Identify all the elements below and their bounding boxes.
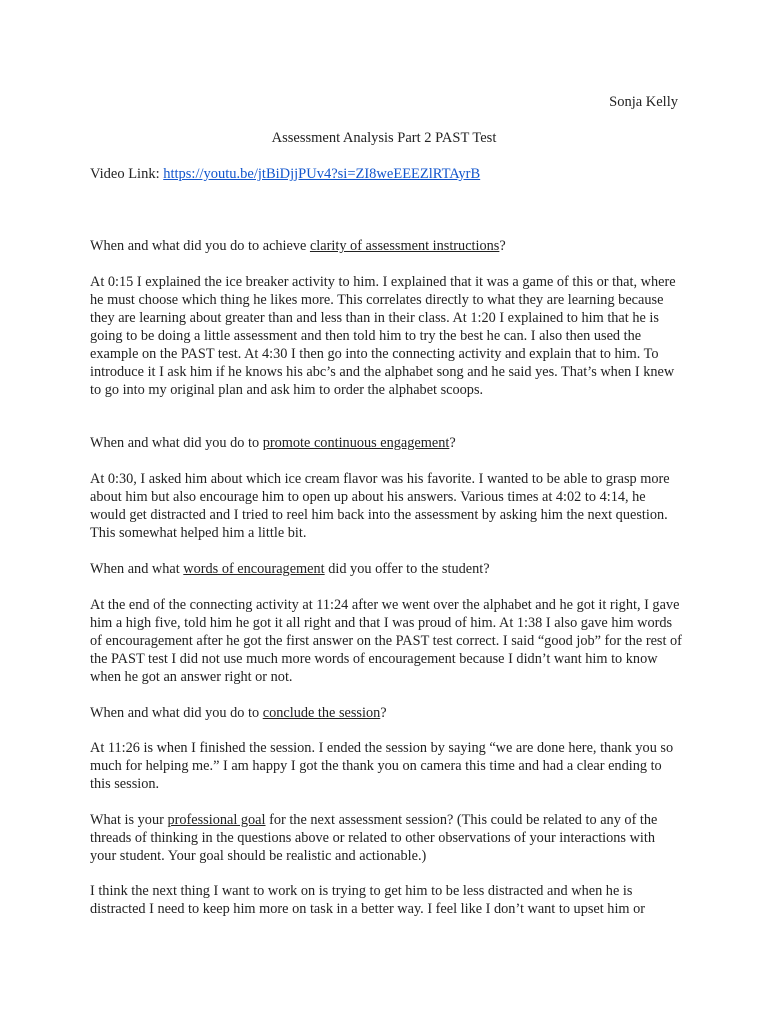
question-conclude: When and what did you do to conclude the session? [90, 705, 387, 721]
answer-clarity: At 0:15 I explained the ice breaker activity to him. I explained that it was a game of this or that, where he must choose which thing he likes more. This correlates directly to what they are learning because they are learning about greater than and less than in their class. At 1:20 I explained to him that he is going to be doing a little assessment and then told him to try the best he can. I also then used the example on the PAST test. At 4:30 I then go into the connecting activity and explain that to him. To introduce it I ask him if he knows his abc’s and the alphabet song and he said yes. That’s when I knew to go into my original plan and ask him to order the alphabet scoops. [90, 274, 676, 398]
question-encouragement: When and what words of encouragement did you offer to the student? [90, 561, 490, 577]
document-title: Assessment Analysis Part 2 PAST Test [271, 130, 497, 146]
answer-encouragement: At the end of the connecting activity at 11:24 after we went over the alphabet and he got it right, I gave him a high five, told him he got it all right and that I was proud of him. At 1:38 I also gave him words of encouragement after he got the first answer on the PAST test correct. I said “good job” for the rest of the PAST test I did not use much more words of encouragement because I didn’t want him to know when he got an answer right or not. [90, 597, 682, 685]
video-link-label: Video Link: [90, 166, 160, 182]
question-key-phrase: words of encouragement [183, 561, 325, 577]
question-key-phrase: clarity of assessment instructions [309, 238, 500, 254]
question-goal: What is your professional goal for the next assessment session? (This could be related to any of the threads of thinking in the questions above or related to other observations of your interactions with your student. Your goal should be realistic and actionable.) [90, 812, 658, 864]
answer-engagement: At 0:30, I asked him about which ice cream flavor was his favorite. I wanted to be able to grasp more about him but also encourage him to open up about his answers. Various times at 4:02 to 4:14, he would get distracted and I tried to reel him back into the assessment by asking him the next question. This somewhat helped him a little bit. [90, 471, 670, 541]
video-link-line [90, 164, 480, 184]
question-key-phrase: promote continuous engagement [262, 435, 450, 451]
video-link[interactable]: https://youtu.be/jtBiDjjPUv4?si=ZI8weEEEZlRTAyrB [163, 166, 481, 182]
question-key-phrase: professional goal [167, 812, 266, 828]
question-clarity: When and what did you do to achieve clarity of assessment instructions? [90, 238, 506, 254]
answer-goal: I think the next thing I want to work on is trying to get him to be less distracted and when he is distracted I need to keep him more on task in a better way. I feel like I don’t want to upset him or [90, 883, 646, 917]
answer-conclude: At 11:26 is when I finished the session. I ended the session by saying “we are done here, thank you so much for helping me.” I am happy I got the thank you on camera this time and had a clear ending to this session. [90, 740, 674, 792]
author-name: Sonja Kelly [609, 94, 678, 110]
question-key-phrase: conclude the session [262, 705, 381, 721]
question-engagement: When and what did you do to promote continuous engagement? [90, 435, 456, 451]
